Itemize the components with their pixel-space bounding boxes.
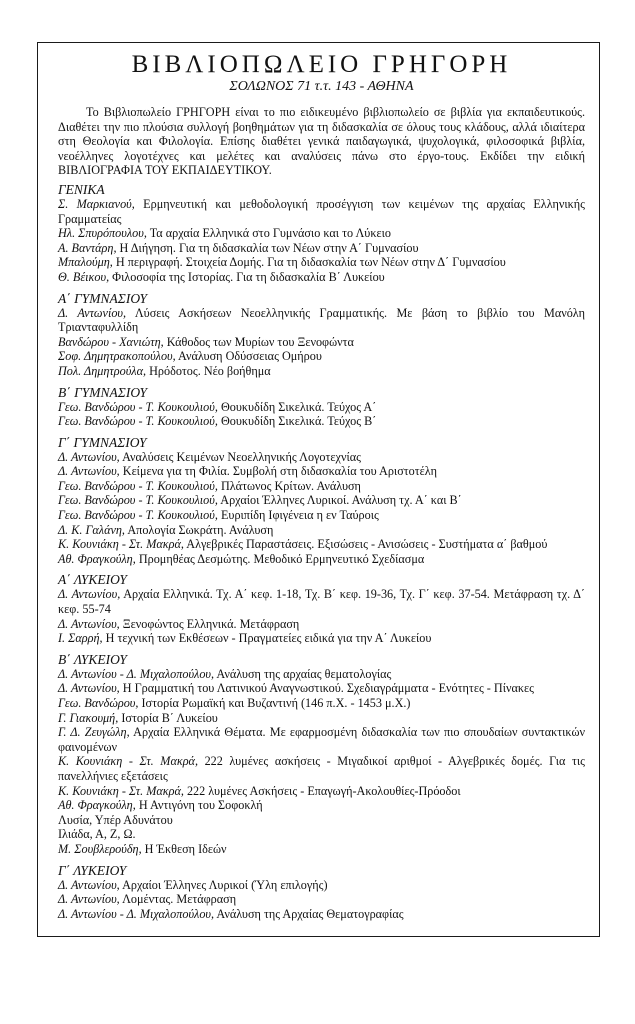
book-entry: [58, 537, 585, 552]
book-title: Ερμηνευτική και μεθοδολογική προσέγγιση των κειμένων της αρχαίας Ελληνικής Γραμματείας: [58, 196, 585, 226]
book-title: Ιστορία Β΄ Λυκείου: [118, 710, 218, 725]
section-heading: Γ΄ ΛΥΚΕΙΟΥ: [58, 862, 127, 878]
book-title: Ιλιάδα, Α, Ζ, Ω.: [58, 827, 136, 842]
book-title: Αλγεβρικές Παραστάσεις. Εξισώσεις - Ανισώσεις - Συστήματα α΄ βαθμού: [183, 537, 548, 552]
book-entry: [58, 364, 585, 379]
book-title: Λύσεις Ασκήσεων Νεοελληνικής Γραμματικής. Με βάση το βιβλίο του Μανόλη Τριανταφυλλίδη: [58, 305, 585, 335]
book-author: Δ. Αντωνίου,: [58, 877, 120, 892]
book-author: Δ. Αντωνίου,: [58, 587, 121, 602]
section-heading: Γ΄ ΓΥΜΝΑΣΙΟΥ: [58, 434, 147, 450]
book-title: Τα αρχαία Ελληνικά στο Γυμνάσιο και το Λύκειο: [146, 226, 391, 241]
book-title: Η περιγραφή. Στοιχεία Δομής. Για τη διδασκαλία των Νέων στην Δ΄ Γυμνασίου: [112, 255, 506, 270]
catalog-section: [58, 291, 585, 379]
book-entry: [58, 197, 585, 226]
catalog-section: [58, 863, 585, 922]
book-author: Γεω. Βανδώρου,: [58, 696, 139, 710]
section-heading: ΓΕΝΙΚΑ: [58, 181, 105, 197]
section-heading: Β΄ ΛΥΚΕΙΟΥ: [58, 651, 127, 667]
book-title: Ιστορία Ρωμαϊκή και Βυζαντινή (146 π.Χ. - 1453 μ.Χ.): [138, 696, 411, 710]
book-title: Απολογία Σωκράτη. Ανάλυση: [124, 522, 274, 537]
book-author: Δ. Αντωνίου,: [58, 449, 120, 464]
book-author: Αθ. Φραγκούλη,: [58, 798, 136, 813]
book-author: Κ. Κουνιάκη - Στ. Μακρά,: [58, 537, 184, 552]
book-author: Μ. Σουβλερούδη,: [58, 841, 142, 856]
book-entry: [58, 842, 585, 857]
book-entry: [58, 493, 585, 508]
book-entry: [58, 226, 585, 241]
book-title: Λυσία, Υπέρ Αδυνάτου: [58, 812, 173, 827]
book-author: Πολ. Δημητρούλα,: [58, 363, 147, 378]
book-title: Αναλύσεις Κειμένων Νεοελληνικής Λογοτεχνίας: [119, 449, 361, 464]
section-heading: Α΄ ΛΥΚΕΙΟΥ: [58, 572, 127, 588]
book-entry: [58, 306, 585, 335]
book-entry: [58, 587, 585, 616]
book-title: Κάθοδος των Μυρίων του Ξενοφώντα: [163, 334, 354, 349]
catalog-section: [58, 385, 585, 429]
book-author: Γεω. Βανδώρου - Τ. Κουκουλιού,: [58, 478, 218, 493]
book-author: Δ. Αντωνίου,: [58, 616, 120, 631]
book-entry: [58, 907, 585, 922]
book-entry: [58, 552, 585, 567]
book-entry: [58, 349, 585, 364]
book-title: 222 λυμένες ασκήσεις - Μιγαδικοί αριθμοί - Αλγεβρικές δομές. Για τις πανελλήνιες εξετάσεις: [58, 754, 586, 783]
book-entry: [58, 667, 585, 682]
book-entry: [58, 754, 585, 783]
book-author: Α. Βαντάρη,: [58, 240, 117, 255]
book-title: Ευριπίδη Ιφιγένεια η εν Ταύροις: [217, 508, 379, 523]
book-entry: [58, 827, 585, 842]
catalog-section: [58, 182, 585, 285]
book-author: Δ. Αντωνίου,: [58, 464, 120, 479]
book-title: Ανάλυση Οδύσσειας Ομήρου: [175, 349, 322, 364]
book-title: Η Έκθεση Ιδεών: [141, 841, 227, 856]
section-heading: Β΄ ΓΥΜΝΑΣΙΟΥ: [58, 384, 148, 400]
book-title: Φιλοσοφία της Ιστορίας. Για τη διδασκαλία Β΄ Λυκείου: [109, 269, 385, 284]
catalog-section: [58, 435, 585, 567]
book-title: Η Διήγηση. Για τη διδασκαλία των Νέων στην Α΄ Γυμνασίου: [116, 240, 419, 255]
advertisement-frame: [37, 42, 600, 937]
book-author: Γεω. Βανδώρου - Τ. Κουκουλιού,: [58, 493, 218, 508]
book-entry: [58, 798, 585, 813]
section-heading: Α΄ ΓΥΜΝΑΣΙΟΥ: [58, 290, 148, 306]
book-author: Ι. Σαρρή,: [58, 631, 103, 646]
book-entry: [58, 631, 585, 646]
book-entry: [58, 450, 585, 465]
book-title: Θουκυδίδη Σικελικά. Τεύχος Α΄: [217, 399, 377, 414]
book-entry: [58, 241, 585, 256]
book-title: Αρχαίοι Έλληνες Λυρικοί. Ανάλυση τχ. Α΄ και Β΄: [217, 493, 462, 508]
book-title: Αρχαία Ελληνικά. Τχ. Α΄ κεφ. 1-18, Τχ. Β΄ κεφ. 19-36, Τχ. Γ΄ κεφ. 37-54. Μετάφραση τχ. Δ΄ κεφ. 55-74: [58, 587, 585, 617]
book-author: Σοφ. Δημητρακοπούλου,: [58, 349, 176, 364]
book-author: Δ. Αντωνίου,: [58, 892, 120, 907]
catalog-section: [58, 652, 585, 857]
book-entry: [58, 892, 585, 907]
book-title: Ανάλυση της αρχαίας θεματολογίας: [214, 666, 392, 681]
book-entry: [58, 617, 585, 632]
book-author: Θ. Βέικου,: [58, 269, 110, 284]
book-entry: [58, 414, 585, 429]
book-entry: [58, 878, 585, 893]
book-entry: [58, 508, 585, 523]
book-entry: [58, 464, 585, 479]
book-author: Δ. Κ. Γαλάνη,: [58, 522, 125, 537]
book-author: Γ. Γιακουμή,: [58, 710, 119, 725]
book-entry: [58, 681, 585, 696]
page-title: ΒΙΒΛΙΟΠΩΛΕΙΟ ΓΡΗΓΟΡΗ: [131, 51, 512, 78]
book-title: Ξενοφώντος Ελληνικά. Μετάφραση: [119, 616, 300, 631]
book-author: Σ. Μαρκιανού,: [58, 196, 135, 211]
book-author: Κ. Κουνιάκη - Στ. Μακρά,: [58, 783, 184, 798]
book-entry: [58, 523, 585, 538]
book-entry: [58, 400, 585, 415]
book-title: Η τεχνική των Εκθέσεων - Πραγματείες ειδικά για την Α΄ Λυκείου: [102, 631, 432, 646]
book-title: Κείμενα για τη Φιλία. Συμβολή στη διδασκαλία του Αριστοτέλη: [119, 464, 437, 479]
book-author: Αθ. Φραγκούλη,: [58, 551, 136, 566]
address-subtitle: ΣΟΛΩΝΟΣ 71 τ.τ. 143 - ΑΘΗΝΑ: [229, 79, 414, 94]
book-title: 222 λυμένες Ασκήσεις - Επαγωγή-Ακολουθίες-Πρόοδοι: [183, 783, 461, 798]
book-title: Αρχαίοι Έλληνες Λυρικοί (Ύλη επιλογής): [119, 877, 328, 892]
book-title: Λομέντας. Μετάφραση: [119, 892, 237, 907]
book-title: Προμηθέας Δεσμώτης. Μεθοδικό Ερμηνευτικό Σχεδίασμα: [135, 551, 425, 566]
book-entry: [58, 479, 585, 494]
book-title: Η Αντιγόνη του Σοφοκλή: [135, 798, 263, 813]
book-entry: [58, 335, 585, 350]
book-title: Αρχαία Ελληνικά Θέματα. Με εφαρμοσμένη διδασκαλία των πιο σπουδαίων συντακτικών φαινομένων: [58, 725, 585, 754]
book-entry: [58, 711, 585, 726]
book-author: Δ. Αντωνίου - Δ. Μιχαλοπούλου,: [58, 906, 215, 921]
book-author: Γ. Δ. Ζευγώλη,: [58, 725, 130, 740]
catalog-sections: [58, 182, 585, 921]
book-title: Η Γραμματική του Λατινικού Αναγνωστικού. Σχεδιαγράμματα - Ενότητες - Πίνακες: [119, 681, 534, 696]
book-author: Μπαλούμη,: [58, 255, 113, 270]
book-author: Γεω. Βανδώρου - Τ. Κουκουλιού,: [58, 399, 218, 414]
catalog-section: [58, 572, 585, 645]
book-author: Γεω. Βανδώρου - Τ. Κουκουλιού,: [58, 414, 218, 429]
book-title: Ανάλυση της Αρχαίας Θεματογραφίας: [214, 906, 404, 921]
book-author: Ηλ. Σπυρόπουλου,: [58, 226, 147, 241]
book-author: Βανδώρου - Χανιώτη,: [58, 334, 164, 349]
book-author: Γεω. Βανδώρου - Τ. Κουκουλιού,: [58, 508, 218, 523]
book-entry: [58, 813, 585, 828]
book-author: Δ. Αντωνίου - Δ. Μιχαλοπούλου,: [58, 666, 215, 681]
book-title: Ηρόδοτος. Νέο βοήθημα: [146, 363, 271, 378]
book-author: Δ. Αντωνίου,: [58, 305, 127, 320]
book-entry: [58, 725, 585, 754]
book-entry: [58, 270, 585, 285]
book-entry: [58, 784, 585, 799]
book-author: Κ. Κουνιάκη - Στ. Μακρά,: [58, 754, 198, 769]
book-entry: [58, 255, 585, 270]
book-title: Θουκυδίδη Σικελικά. Τεύχος Β΄: [217, 414, 377, 429]
book-entry: [58, 696, 585, 711]
book-title: Πλάτωνος Κρίτων. Ανάλυση: [217, 478, 361, 493]
intro-paragraph: Το Βιβλιοπωλείο ΓΡΗΓΟΡΗ είναι το πιο ειδικευμένο βιβλιοπωλείο σε βιβλία για εκπαιδευτικούς. Διαθέτει την πιο πλούσια συλλογή βοηθημάτων για τη διδασκαλία σε όλους τους κλάδους, αλλά ιδιαίτερα στη Θεολογία και Φιλολογία. Επίσης διαθέτει γενικά παιδαγωγικά, ψυχολογικά, φιλοσοφικά βιβλία, νεοέλληνες λογοτέχνες και μελέτες και αναλύσεις πάνω στο έργο-τους. Εκδίδει την ειδική ΒΙΒΛΙΟΓΡΑΦΙΑ ΤΟΥ ΕΚΠΑΙΔΕΥΤΙΚΟΥ.: [58, 105, 585, 178]
book-author: Δ. Αντωνίου,: [58, 681, 120, 696]
